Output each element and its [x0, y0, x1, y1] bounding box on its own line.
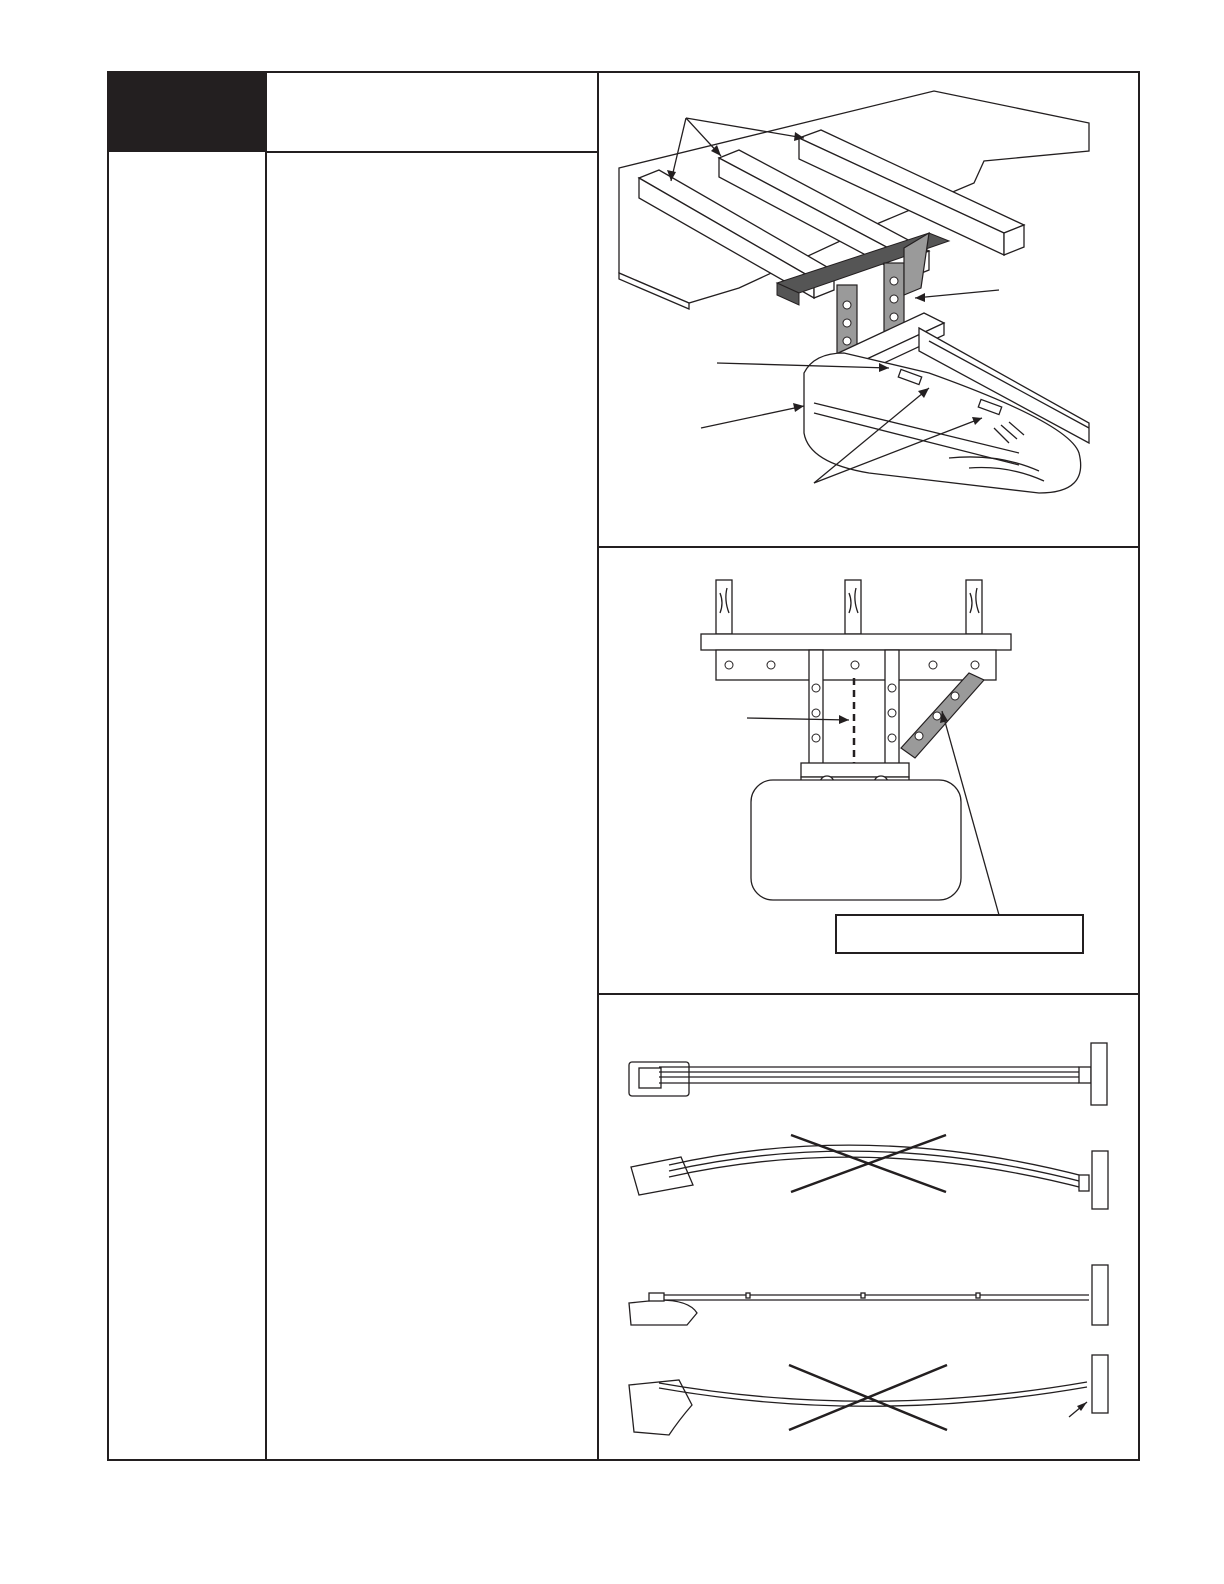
hanging-bracket-left [837, 285, 857, 355]
joist-right [966, 580, 982, 634]
opener-motor-unit [751, 780, 961, 900]
step-header-block [107, 71, 265, 152]
hanging-bracket-right [884, 263, 904, 333]
callout-box [836, 915, 1083, 953]
rail-bowed-incorrect-bottom [629, 1355, 1108, 1435]
center-line-arrow [747, 718, 849, 720]
opener-motor-unit [804, 353, 1081, 493]
figure-1-mounting-illustration [599, 73, 1138, 546]
rail-straight-correct-top [629, 1043, 1107, 1105]
rail-straight-correct-bottom [629, 1265, 1108, 1325]
rail-bowed-incorrect-top [631, 1135, 1108, 1209]
left-column-divider [265, 71, 267, 1461]
figure-2-bracket-front-view [599, 548, 1138, 993]
header-row-divider [265, 151, 598, 153]
joist-center [845, 580, 861, 634]
joist-left [716, 580, 732, 634]
figure-3-rail-alignment [599, 995, 1138, 1459]
